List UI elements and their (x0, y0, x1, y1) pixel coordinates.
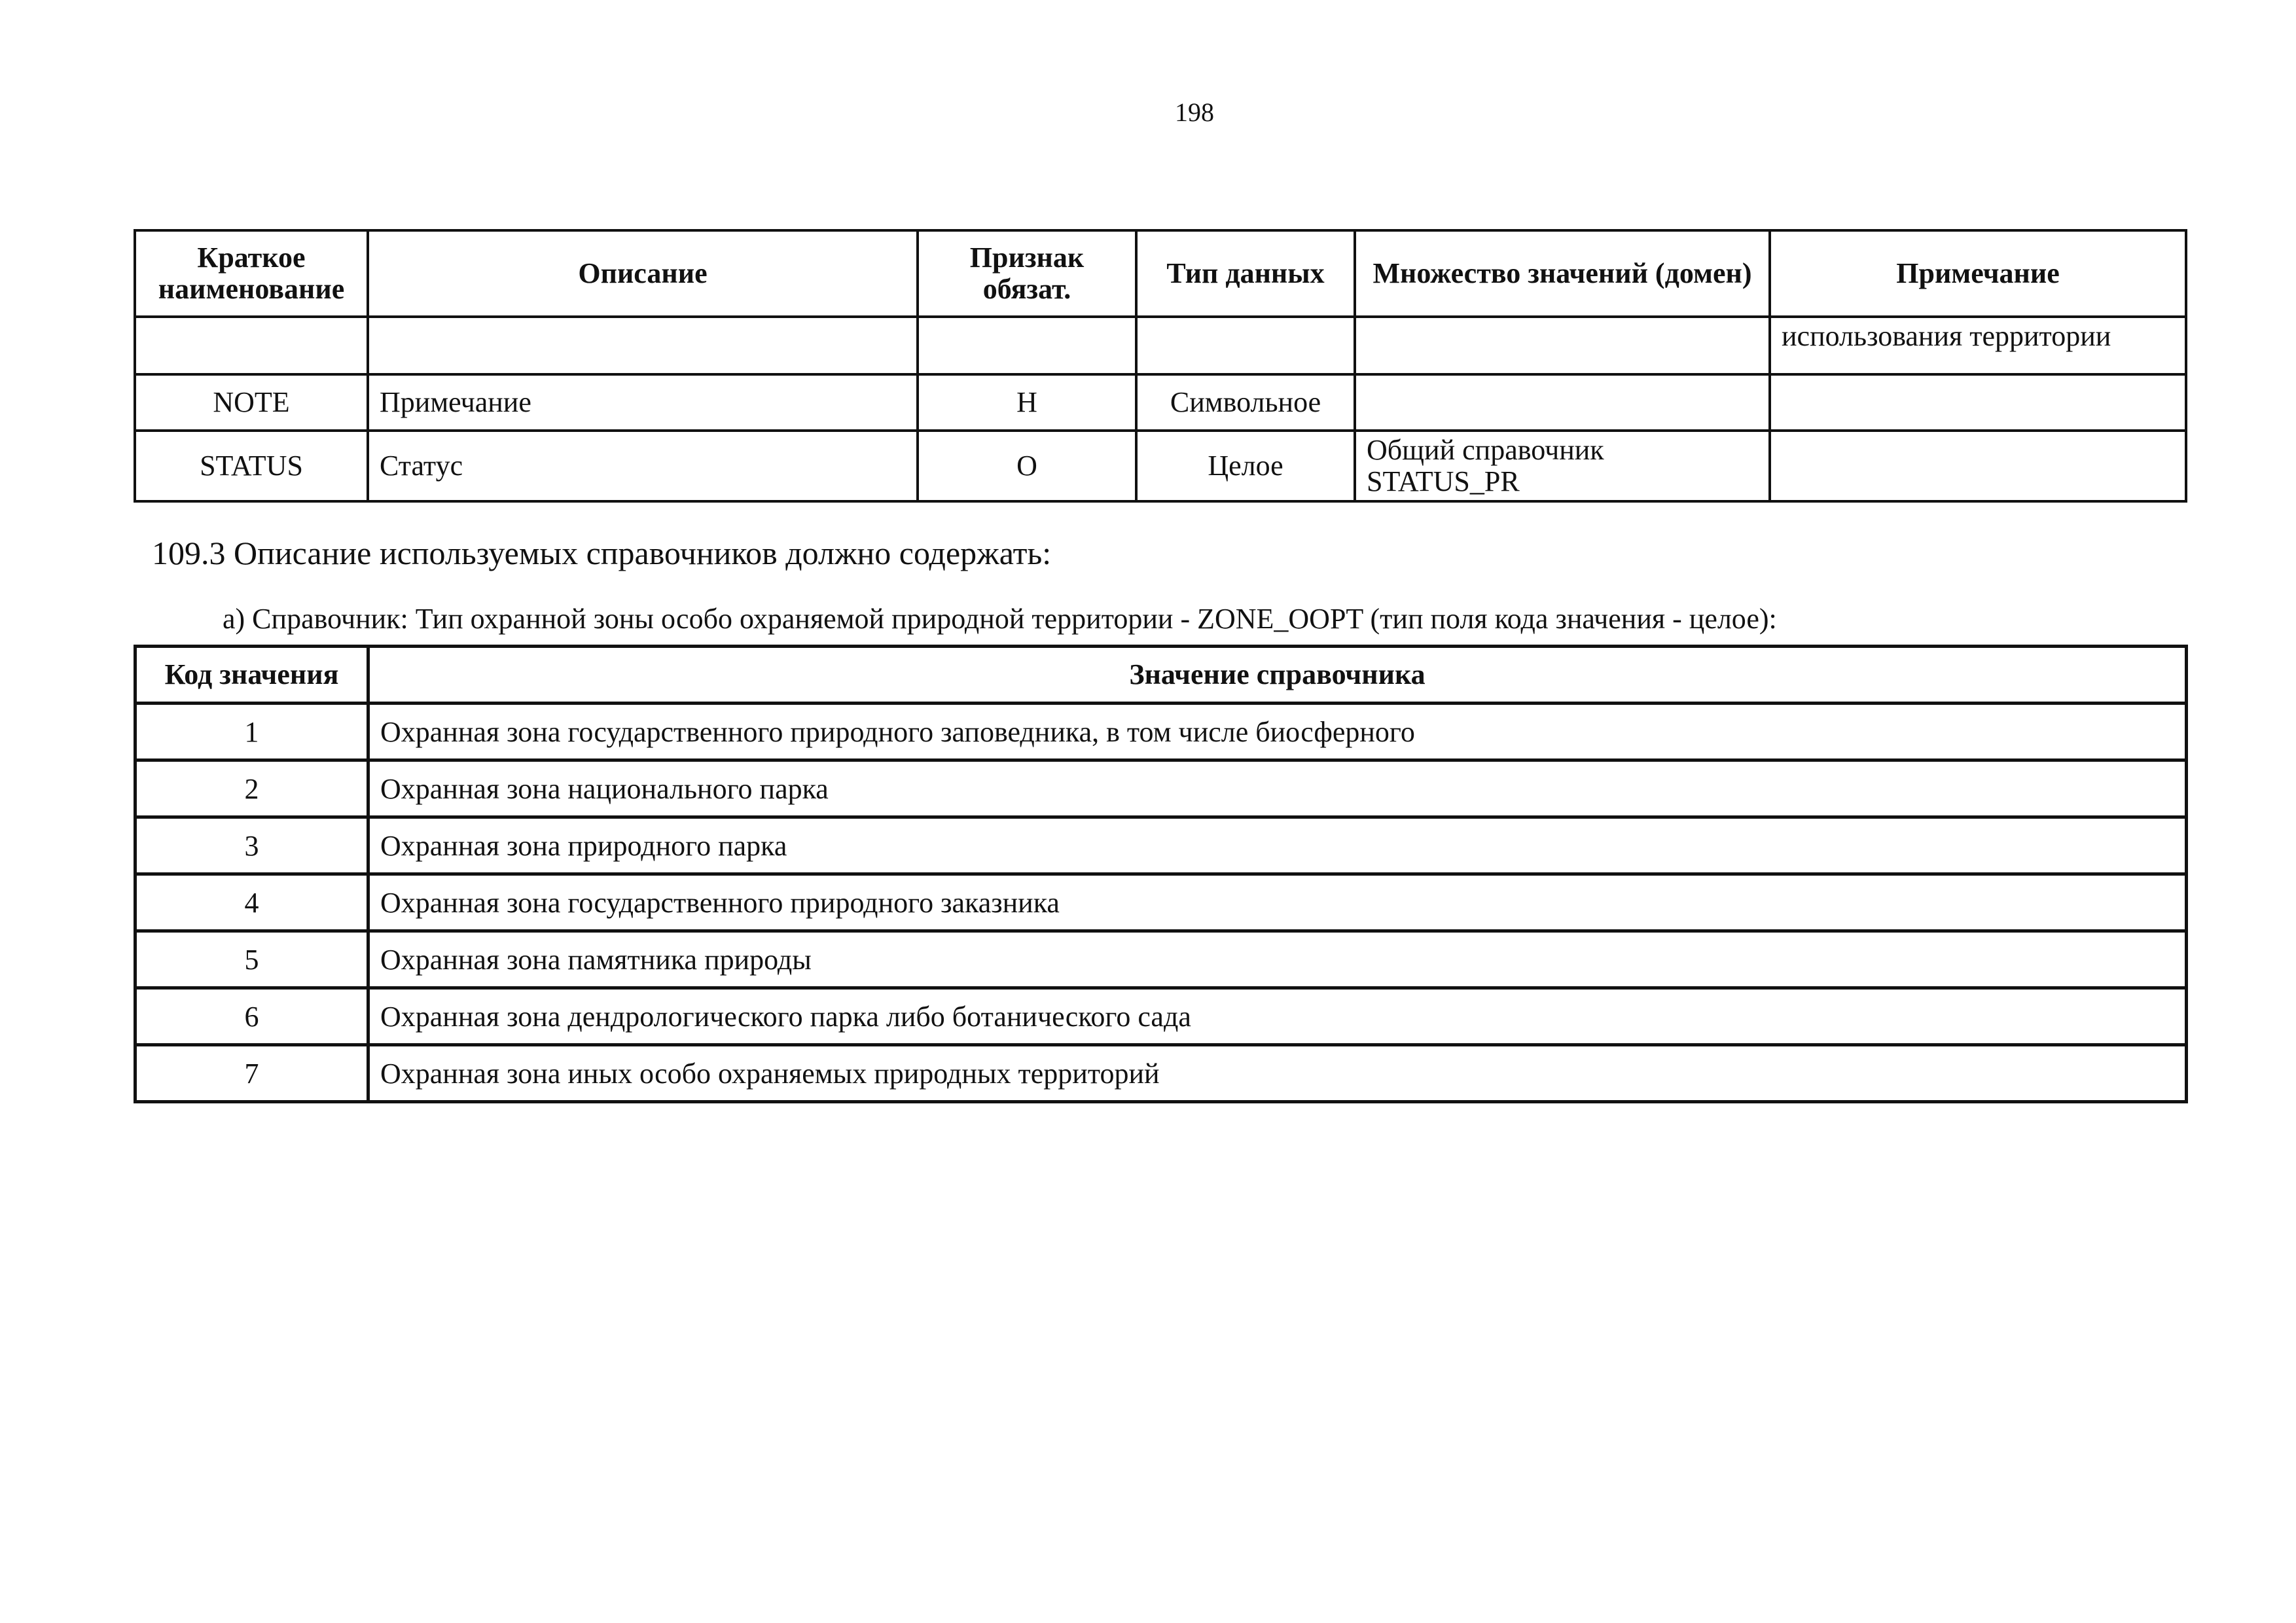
cell-code: 1 (135, 704, 368, 760)
cell-domain (1355, 317, 1770, 374)
col-header-value: Значение справочника (368, 647, 2187, 704)
cell-value: Охранная зона государственного природного заказника (368, 874, 2187, 931)
cell-value: Охранная зона национального парка (368, 760, 2187, 817)
cell-note: использования территории (1770, 317, 2186, 374)
table-row (135, 704, 2187, 760)
cell-value: Охранная зона государственного природного заповедника, в том числе биосферного (368, 704, 2187, 760)
cell-description: Примечание (368, 374, 918, 431)
col-header-code: Код значения (135, 647, 368, 704)
col-header-required: Признак обязат. (918, 230, 1136, 317)
col-header-note: Примечание (1770, 230, 2186, 317)
cell-note (1770, 374, 2186, 431)
table-row (135, 431, 2186, 501)
table-row (135, 317, 2186, 374)
table-row (135, 760, 2187, 817)
cell-value: Охранная зона дендрологического парка либо ботанического сада (368, 988, 2187, 1045)
cell-code: 7 (135, 1045, 368, 1102)
cell-short-name: STATUS (135, 431, 368, 501)
reference-table (134, 645, 2188, 1103)
cell-required: Н (918, 374, 1136, 431)
reference-header-row (135, 647, 2187, 704)
page-number: 198 (1175, 98, 1214, 127)
cell-description (368, 317, 918, 374)
section-heading: 109.3 Описание используемых справочников должно содержать: (152, 535, 1052, 571)
cell-data-type (1136, 317, 1355, 374)
table-row (135, 1045, 2187, 1102)
cell-value: Охранная зона памятника природы (368, 931, 2187, 988)
cell-required (918, 317, 1136, 374)
table-row (135, 817, 2187, 874)
reference-caption: а) Справочник: Тип охранной зоны особо охраняемой природной территории - ZONE_OOPT (тип поля кода значения - целое): (223, 603, 1777, 635)
cell-domain: Общий справочник STATUS_PR (1355, 431, 1770, 501)
col-header-description: Описание (368, 230, 918, 317)
table-row (135, 988, 2187, 1045)
cell-code: 3 (135, 817, 368, 874)
cell-required: О (918, 431, 1136, 501)
fields-header-row (135, 230, 2186, 317)
table-row (135, 374, 2186, 431)
cell-short-name: NOTE (135, 374, 368, 431)
cell-description: Статус (368, 431, 918, 501)
table-row (135, 874, 2187, 931)
cell-note (1770, 431, 2186, 501)
cell-short-name (135, 317, 368, 374)
cell-code: 4 (135, 874, 368, 931)
cell-code: 2 (135, 760, 368, 817)
cell-data-type: Целое (1136, 431, 1355, 501)
cell-code: 6 (135, 988, 368, 1045)
col-header-short-name: Краткое наименование (135, 230, 368, 317)
cell-domain (1355, 374, 1770, 431)
col-header-data-type: Тип данных (1136, 230, 1355, 317)
cell-value: Охранная зона природного парка (368, 817, 2187, 874)
fields-table (134, 229, 2187, 503)
col-header-domain: Множество значений (домен) (1355, 230, 1770, 317)
table-row (135, 931, 2187, 988)
cell-value: Охранная зона иных особо охраняемых природных территорий (368, 1045, 2187, 1102)
cell-data-type: Символьное (1136, 374, 1355, 431)
cell-code: 5 (135, 931, 368, 988)
